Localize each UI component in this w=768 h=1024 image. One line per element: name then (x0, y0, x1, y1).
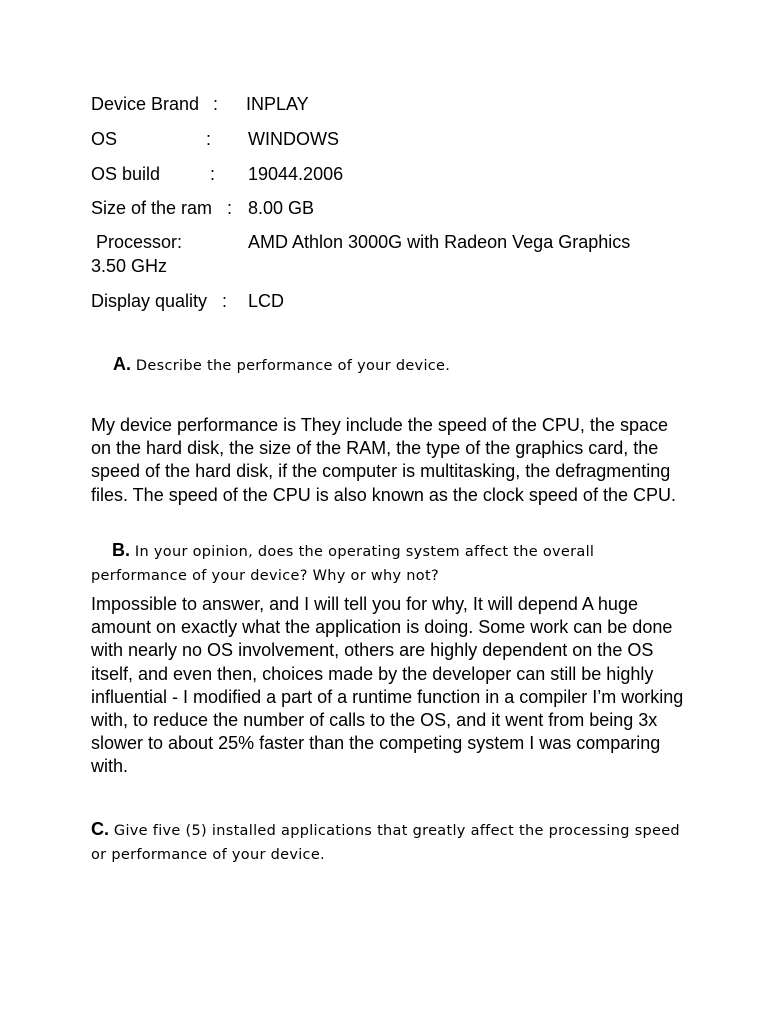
spec-label: Display quality (91, 291, 208, 311)
spec-label: OS (91, 129, 118, 149)
spec-label: OS build (91, 164, 161, 184)
spec-value-continued: 3.50 GHz (91, 256, 168, 276)
spec-label: Size of the ram (91, 198, 213, 218)
question-text: Give five (5) installed applications that greatly affect the processing speed or performance of your device. (91, 823, 680, 863)
question-c (91, 817, 691, 867)
spec-value: WINDOWS (248, 129, 339, 149)
spec-label: Device Brand (91, 94, 200, 114)
spec-processor (91, 231, 631, 277)
spec-value: 8.00 GB (248, 198, 315, 218)
spec-value: AMD Athlon 3000G with Radeon Vega Graphics (248, 232, 631, 252)
question-letter: A. (113, 354, 131, 374)
spec-value: 19044.2006 (248, 164, 344, 184)
spec-colon: : (222, 291, 228, 311)
spec-value: INPLAY (246, 94, 309, 114)
answer-a: My device performance is They include the speed of the CPU, the space on the hard disk, the size of the RAM, the type of the graphics card, the speed of the hard disk, if the computer is multitasking, the defragmenting files. The speed of the CPU is also known as the clock speed of the CPU. (91, 415, 676, 505)
question-a (113, 352, 713, 378)
spec-colon: : (206, 129, 212, 149)
spec-value: LCD (248, 291, 285, 311)
question-text: Describe the performance of your device. (135, 358, 451, 374)
spec-colon: : (227, 198, 233, 218)
spec-colon: : (213, 94, 219, 114)
spec-colon: : (210, 164, 216, 184)
question-letter: C. (91, 819, 109, 839)
answer-b: Impossible to answer, and I will tell you for why, It will depend A huge amount on exactly what the application is doing. Some work can be done with nearly no OS involvement, others are highly dependent on the OS itself, and even then, choices made by the developer can still be highly influential - I modified a part of a runtime function in a compiler I’m working with, to reduce the number of calls to the OS, and it went from being 3x slower to about 25% faster than the competing system I was comparing with. (91, 594, 684, 777)
question-text: In your opinion, does the operating system affect the overall performance of your device? Why or why not? (91, 544, 595, 584)
question-b (91, 538, 691, 588)
spec-label: Processor: (96, 232, 183, 252)
question-letter: B. (112, 540, 130, 560)
